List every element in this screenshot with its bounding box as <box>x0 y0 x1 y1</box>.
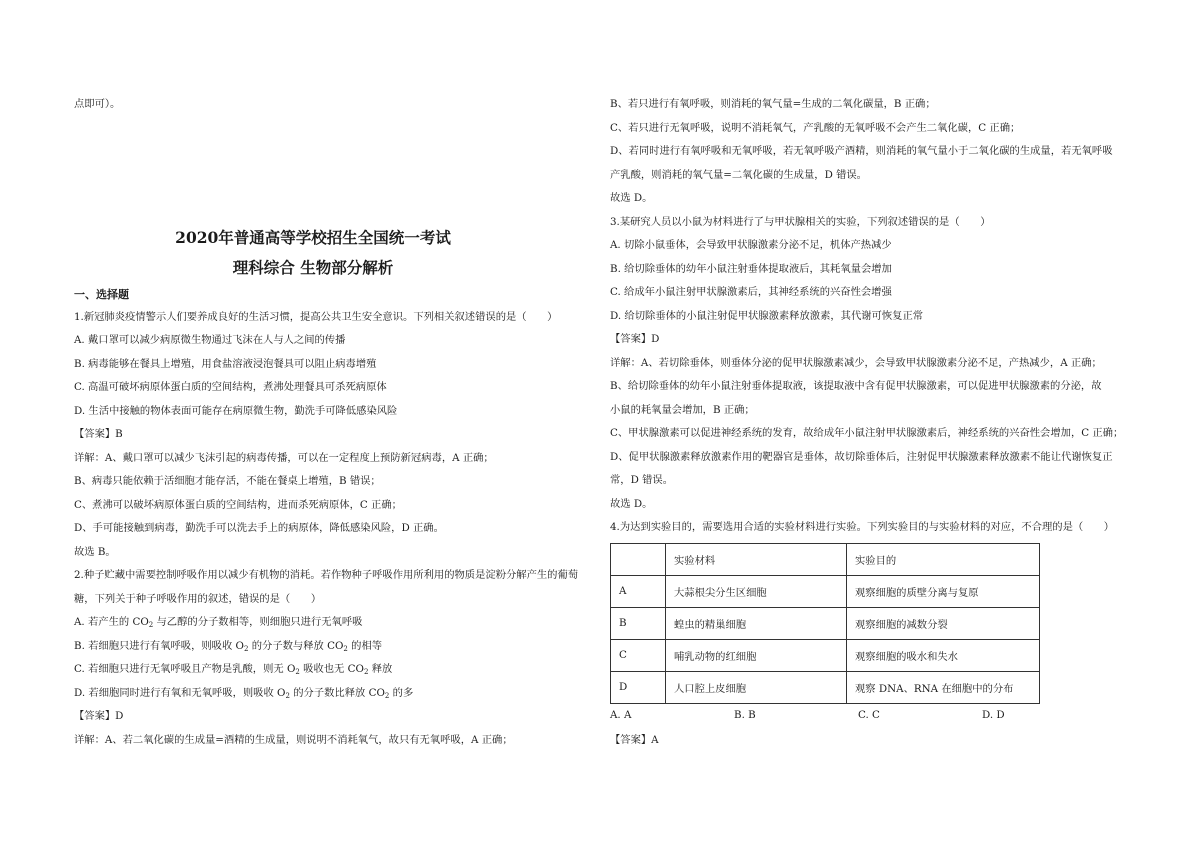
q1-option-b: B. 病毒能够在餐具上增殖，用食盐溶液浸泡餐具可以阻止病毒增殖 <box>74 357 377 370</box>
q4-option-a: A. A <box>610 708 632 721</box>
q1-option-a: A. 戴口罩可以减少病原微生物通过飞沫在人与人之间的传播 <box>74 334 346 346</box>
table-row <box>611 575 1040 607</box>
q2-answer: 【答案】D <box>74 710 124 722</box>
q1-explain-4: D、手可能接触到病毒，勤洗手可以洗去手上的病原体，降低感染风险，D 正确。 <box>74 522 444 534</box>
right-column <box>610 93 1138 752</box>
continued-text: 点即可）。 <box>74 98 121 110</box>
q4-option-c: C. C <box>858 708 880 721</box>
q4-stem: 4.为达到实验目的，需要选用合适的实验材料进行实验。下列实验目的与实验材料的对应，不合理的是（ ） <box>610 521 1115 533</box>
table-cell: 观察细胞的吸水和失水 <box>847 639 1040 671</box>
q1-option-c: C. 高温可破坏病原体蛋白质的空间结构，煮沸处理餐具可杀死病原体 <box>74 381 387 393</box>
q4-option-b: B. B <box>734 708 756 721</box>
q3-explain-d-line2: 常，D 错误。 <box>610 474 674 486</box>
experiment-table <box>610 543 1040 704</box>
q2-option-c: C. 若细胞只进行无氧呼吸且产物是乳酸，则无 $O_2$ 吸收也无 $CO_2$ 释放 <box>74 663 393 676</box>
table-header-cell: 实验目的 <box>847 543 1040 575</box>
q2-option-a: A. 若产生的 $CO_2$ 与乙醇的分子数相等，则细胞只进行无氧呼吸 <box>74 616 363 629</box>
q1-answer: 【答案】B <box>74 428 123 440</box>
q3-explain-a: 详解：A、若切除垂体，则垂体分泌的促甲状腺激素减少，会导致甲状腺激素分泌不足，产热减少，A 正确； <box>610 356 1102 369</box>
q1-conclusion: 故选 B。 <box>74 545 116 558</box>
q2-explain-1: 详解：A、若二氧化碳的生成量=酒精的生成量，则说明不消耗氧气，故只有无氧呼吸，A 正确； <box>74 733 513 746</box>
q1-explain-1: 详解：A、戴口罩可以减少飞沫引起的病毒传播，可以在一定程度上预防新冠病毒，A 正确； <box>74 451 494 464</box>
q3-option-b: B. 给切除垂体的幼年小鼠注射垂体提取液后，其耗氧量会增加 <box>610 262 892 275</box>
left-column <box>74 93 579 752</box>
q1-explain-3: C、煮沸可以破坏病原体蛋白质的空间结构，进而杀死病原体，C 正确； <box>74 498 402 511</box>
q1-option-d: D. 生活中接触的物体表面可能存在病原微生物，勤洗手可降低感染风险 <box>74 404 398 417</box>
table-cell: 观察 DNA、RNA 在细胞中的分布 <box>847 671 1040 703</box>
q2-option-b: B. 若细胞只进行有氧呼吸，则吸收 $O_2$ 的分子数与释放 $CO_2$ 的相等 <box>74 639 383 653</box>
table-cell: 观察细胞的质壁分离与复原 <box>847 575 1040 607</box>
table-header-cell: 实验材料 <box>666 543 847 575</box>
table-cell: D <box>611 671 666 703</box>
q4-options <box>610 704 1138 726</box>
table-cell: A <box>611 575 666 607</box>
q2-explain-b: B、若只进行有氧呼吸，则消耗的氧气量=生成的二氧化碳量，B 正确； <box>610 98 936 110</box>
table-cell: 观察细胞的减数分裂 <box>847 607 1040 639</box>
q4-answer: 【答案】A <box>610 733 659 746</box>
q2-stem-line1: 2.种子贮藏中需要控制呼吸作用以减少有机物的消耗。若作物种子呼吸作用所利用的物质是淀粉分解产生的葡萄 <box>74 569 579 581</box>
q2-explain-c: C、若只进行无氧呼吸，说明不消耗氧气，产乳酸的无氧呼吸不会产生二氧化碳，C 正确； <box>610 121 1021 134</box>
table-row <box>611 639 1040 671</box>
q2-explain-d-line1: D、若同时进行有氧呼吸和无氧呼吸，若无氧呼吸产酒精，则消耗的氧气量小于二氧化碳的生成量，若无氧呼吸 <box>610 145 1113 157</box>
q3-explain-d-line1: D、促甲状腺激素释放激素作用的靶器官是垂体，故切除垂体后，注射促甲状腺激素释放激素不能让代谢恢复正 <box>610 450 1113 463</box>
q2-explain-d-line2: 产乳酸，则消耗的氧气量=二氧化碳的生成量，D 错误。 <box>610 168 867 181</box>
q3-stem: 3.某研究人员以小鼠为材料进行了与甲状腺相关的实验，下列叙述错误的是（ ） <box>610 215 991 228</box>
exam-title: 2020年普通高等学校招生全国统一考试 <box>175 227 451 247</box>
q2-stem-line2: 糖，下列关于种子呼吸作用的叙述，错误的是（ ） <box>74 592 322 605</box>
table-row <box>611 607 1040 639</box>
table-header-cell <box>611 543 666 575</box>
q3-explain-b-line1: B、给切除垂体的幼年小鼠注射垂体提取液，该提取液中含有促甲状腺激素，可以促进甲状腺激素的分泌，故 <box>610 380 1102 392</box>
table-row <box>611 671 1040 703</box>
q1-explain-2: B、病毒只能依赖于活细胞才能存活，不能在餐桌上增殖，B 错误； <box>74 475 381 487</box>
q4-option-d: D. D <box>982 708 1005 721</box>
q3-conclusion: 故选 D。 <box>610 497 653 510</box>
q3-answer: 【答案】D <box>610 333 660 345</box>
q3-option-a: A. 切除小鼠垂体，会导致甲状腺激素分泌不足，机体产热减少 <box>610 239 892 251</box>
q2-conclusion: 故选 D。 <box>610 192 653 204</box>
q3-explain-b-line2: 小鼠的耗氧量会增加，B 正确； <box>610 403 755 416</box>
table-cell: B <box>611 607 666 639</box>
exam-subtitle: 理科综合 生物部分解析 <box>232 257 394 277</box>
table-cell: C <box>611 639 666 671</box>
table-cell: 蝗虫的精巢细胞 <box>666 607 847 639</box>
q1-stem: 1.新冠肺炎疫情警示人们要养成良好的生活习惯，提高公共卫生安全意识。下列相关叙述错误的是（ ） <box>74 310 558 323</box>
table-header-row <box>611 543 1040 575</box>
q3-option-c: C. 给成年小鼠注射甲状腺激素后，其神经系统的兴奋性会增强 <box>610 286 892 298</box>
table-cell: 大蒜根尖分生区细胞 <box>666 575 847 607</box>
table-cell: 哺乳动物的红细胞 <box>666 639 847 671</box>
q3-option-d: D. 给切除垂体的小鼠注射促甲状腺激素释放激素，其代谢可恢复正常 <box>610 309 924 322</box>
q3-explain-c: C、甲状腺激素可以促进神经系统的发育，故给成年小鼠注射甲状腺激素后，神经系统的兴奋性会增加，C 正确； <box>610 427 1124 439</box>
table-cell: 人口腔上皮细胞 <box>666 671 847 703</box>
q2-option-d: D. 若细胞同时进行有氧和无氧呼吸，则吸收 $O_2$ 的分子数比释放 $CO_2$ 的多 <box>74 686 414 700</box>
section-heading: 一、选择题 <box>74 287 129 301</box>
